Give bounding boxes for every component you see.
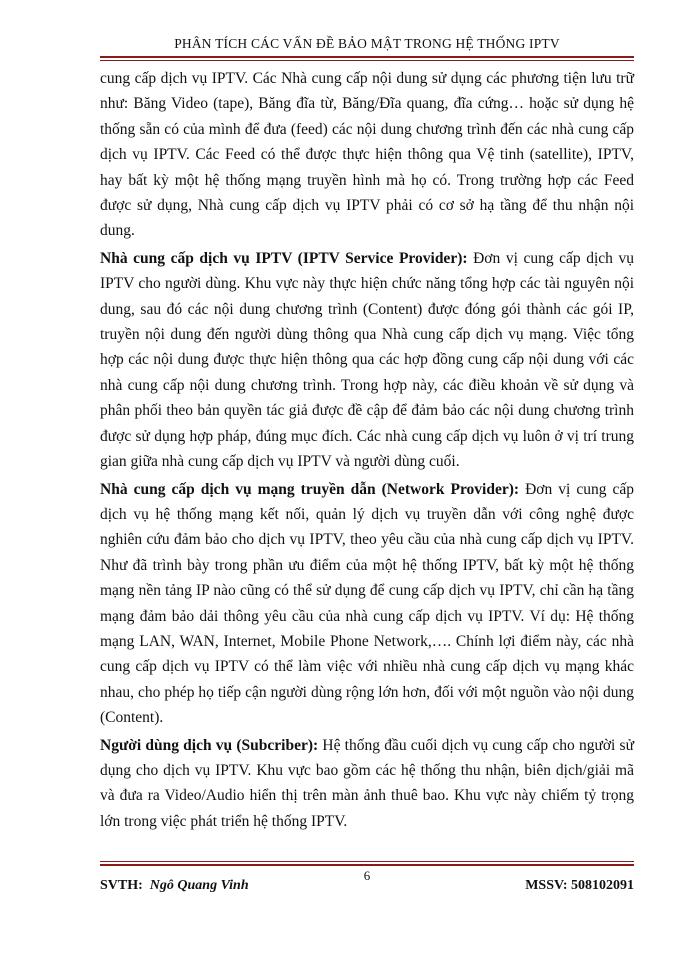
heading-network-provider: Nhà cung cấp dịch vụ mạng truyền dẫn (Network Provider):	[100, 480, 520, 498]
footer-rule-thin	[100, 861, 634, 862]
page-header-title: PHÂN TÍCH CÁC VẤN ĐỀ BẢO MẬT TRONG HỆ THỐNG IPTV	[174, 36, 560, 51]
page-number: 6	[363, 868, 371, 883]
paragraph-content-provider: cung cấp dịch vụ IPTV. Các Nhà cung cấp nội dung sử dụng các phương tiện lưu trữ như: Băng Video (tape), Băng đĩa từ, Băng/Đĩa quang, đĩa cứng… hoặc sử dụng hệ thống sẵn có của mình để đưa (feed) các nội dung chương trình đến các nhà cung cấp dịch vụ IPTV. Các Feed có thể được thực hiện thông qua Vệ tinh (satellite), IPTV, hay bất kỳ một hệ thống mạng truyền hình mà họ có. Trong trường hợp các Feed được sử dụng, Nhà cung cấp dịch vụ IPTV phải có cơ sở hạ tầng để thu nhận nội dung.	[100, 70, 634, 240]
header-rule	[100, 56, 634, 58]
footer-rule	[100, 864, 634, 866]
heading-iptv-service-provider: Nhà cung cấp dịch vụ IPTV (IPTV Service Provider):	[100, 249, 468, 267]
paragraph-iptv-service-provider	[100, 246, 634, 475]
document-body	[100, 66, 634, 836]
heading-subscriber: Người dùng dịch vụ (Subcriber):	[100, 736, 319, 754]
text-network-provider: Đơn vị cung cấp dịch vụ hệ thống mạng kết nối, quản lý dịch vụ truyền dẫn với công nghệ được nghiên cứu đảm bảo cho dịch vụ IPTV, theo yêu cầu của nhà cung cấp dịch vụ IPTV. Như đã trình bày trong phần ưu điểm của một hệ thống IPTV, bất kỳ một hệ thống mạng nền tảng IP nào cũng có thể sử dụng để cung cấp dịch vụ IPTV, chỉ cần hạ tầng mạng đảm bảo dải thông yêu cầu của nhà cung cấp dịch vụ IPTV. Ví dụ: Hệ thống mạng LAN, WAN, Internet, Mobile Phone Network,…. Chính lợi điểm này, các nhà cung cấp dịch vụ IPTV có thể làm việc với nhiều nhà cung cấp dịch vụ mạng khác nhau, cho phép họ tiếp cận người dùng rộng lớn hơn, đối với một nguồn vào nội dung (Content).	[100, 480, 634, 727]
svth-label: SVTH:	[100, 878, 143, 893]
text-subscriber: Hệ thống đầu cuối dịch vụ cung cấp cho người sử dụng cho dịch vụ IPTV. Khu vực bao gồm các hệ thống thu nhận, biên dịch/giải mã và đưa ra Video/Audio hiển thị trên màn ảnh thuê bao. Khu vực này chiếm tỷ trọng lớn trong việc phát triển hệ thống IPTV.	[100, 736, 634, 830]
student-id: MSSV: 508102091	[525, 878, 634, 893]
paragraph-network-provider	[100, 477, 634, 731]
paragraph-subscriber	[100, 733, 634, 835]
student-name: Ngô Quang Vinh	[149, 878, 249, 893]
header-rule-thin	[100, 60, 634, 61]
text-iptv-service-provider: Đơn vị cung cấp dịch vụ IPTV cho người dùng. Khu vực này thực hiện chức năng tổng hợp các tài nguyên nội dung, sau đó các nội dung chương trình (Content) được đóng gói thành các gói IP, truyền nội dung đến người dùng thông qua Nhà cung cấp dịch vụ mạng. Việc tổng hợp các nội dung được thực hiện thông qua các hợp đồng cung cấp nội dung với các nhà cung cấp nội dung chương trình. Trong hợp này, các điều khoản về sử dụng và phân phối theo bản quyền tác giả được đề cập để đảm bảo các nội dung chương trình được sử dụng hợp pháp, đúng mục đích. Các nhà cung cấp dịch vụ luôn ở vị trí trung gian giữa nhà cung cấp dịch vụ IPTV và người dùng cuối.	[100, 249, 635, 471]
